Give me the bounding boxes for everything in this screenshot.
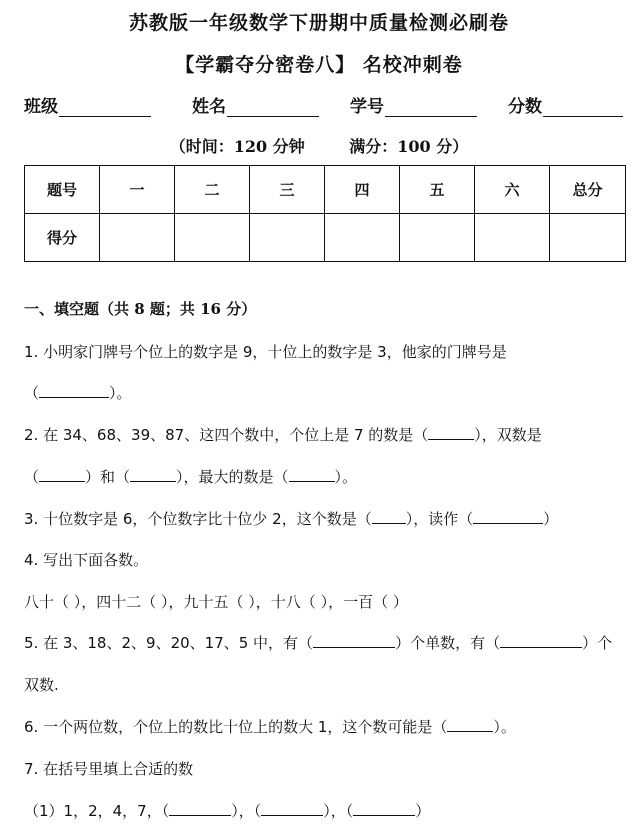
name-field[interactable] bbox=[192, 92, 319, 117]
id-blank[interactable] bbox=[385, 98, 477, 117]
q5-answer-blank-2[interactable] bbox=[500, 633, 582, 648]
paren-close: ）。 bbox=[109, 384, 132, 402]
score-header-cell: 六 bbox=[475, 166, 550, 214]
q3-text-2: ），读作（ bbox=[405, 510, 474, 528]
id-label: 学号 bbox=[350, 97, 384, 117]
question-4: 4. 写出下面各数。 bbox=[24, 551, 149, 569]
q3-answer-blank-1[interactable] bbox=[372, 509, 406, 524]
q5-answer-blank-1[interactable] bbox=[313, 633, 395, 648]
score-header-cell: 二 bbox=[175, 166, 250, 214]
score-header-cell: 三 bbox=[250, 166, 325, 214]
question-5-line-2: 双数. bbox=[24, 676, 59, 694]
q6-text-1: 6. 一个两位数，个位上的数比十位上的数大 1，这个数可能是（ bbox=[24, 718, 448, 736]
score-table-header-row bbox=[25, 166, 626, 214]
score-header-cell: 题号 bbox=[25, 166, 100, 214]
score-cell[interactable] bbox=[100, 214, 175, 262]
q2-answer-blank-1[interactable] bbox=[428, 425, 474, 440]
q2-text-4: ）和（ bbox=[85, 468, 131, 486]
class-label: 班级 bbox=[24, 97, 58, 117]
q7-text-3: ），（ bbox=[323, 802, 354, 820]
question-7: 7. 在括号里填上合适的数 bbox=[24, 760, 194, 778]
q2-text-3: （ bbox=[24, 468, 40, 486]
question-5-line-1 bbox=[24, 632, 612, 653]
q7-text-2: ），（ bbox=[231, 802, 262, 820]
q2-text-2: ），双数是 bbox=[474, 426, 542, 444]
q7-answer-blank-3[interactable] bbox=[353, 801, 415, 816]
score-header-cell: 五 bbox=[400, 166, 475, 214]
question-2-line-2 bbox=[24, 466, 357, 487]
q2-answer-blank-3[interactable] bbox=[130, 467, 176, 482]
q2-answer-blank-2[interactable] bbox=[39, 467, 85, 482]
q7-text-1: （1）1，2，4，7，（ bbox=[24, 802, 170, 820]
q3-answer-blank-2[interactable] bbox=[473, 509, 543, 524]
exam-title: 苏教版一年级数学下册期中质量检测必刷卷 bbox=[128, 12, 509, 34]
score-table bbox=[24, 165, 626, 262]
q2-answer-blank-4[interactable] bbox=[289, 467, 335, 482]
q6-answer-blank[interactable] bbox=[447, 717, 493, 732]
q2-text-6: ）。 bbox=[334, 468, 358, 486]
score-header-cell: 一 bbox=[100, 166, 175, 214]
class-blank[interactable] bbox=[59, 98, 151, 117]
q3-text-1: 3. 十位数字是 6，个位数字比十位少 2，这个数是（ bbox=[24, 510, 372, 528]
score-blank[interactable] bbox=[543, 98, 623, 117]
exam-full-score: 满分：100 分） bbox=[349, 137, 469, 156]
question-1-line-1: 1. 小明家门牌号个位上的数字是 9，十位上的数字是 3，他家的门牌号是 bbox=[24, 343, 507, 361]
score-cell[interactable] bbox=[550, 214, 626, 262]
score-cell[interactable] bbox=[475, 214, 550, 262]
section-1-heading: 一、填空题（共 8 题；共 16 分） bbox=[24, 300, 257, 318]
name-label: 姓名 bbox=[192, 97, 226, 117]
class-field[interactable] bbox=[24, 92, 151, 117]
question-4-items: 八十（ ），四十二（ ），九十五（ ），十八（ ），一百（ ） bbox=[24, 593, 408, 611]
q7-answer-blank-2[interactable] bbox=[261, 801, 323, 816]
question-1-line-2 bbox=[24, 382, 132, 403]
q2-text-5: ），最大的数是（ bbox=[176, 468, 289, 486]
id-field[interactable] bbox=[350, 92, 477, 117]
q3-text-3: ） bbox=[543, 510, 559, 528]
exam-meta bbox=[0, 134, 638, 157]
paren-open: （ bbox=[24, 384, 40, 402]
question-3 bbox=[24, 508, 558, 529]
student-info-row bbox=[24, 92, 624, 116]
score-field[interactable] bbox=[508, 92, 623, 117]
q7-text-4: ） bbox=[415, 802, 431, 820]
score-cell[interactable] bbox=[175, 214, 250, 262]
exam-time: （时间：120 分钟 bbox=[169, 137, 305, 156]
q1-answer-blank[interactable] bbox=[39, 383, 109, 398]
score-header-cell: 四 bbox=[325, 166, 400, 214]
score-cell[interactable] bbox=[250, 214, 325, 262]
question-6 bbox=[24, 716, 516, 737]
score-row-label: 得分 bbox=[25, 214, 100, 262]
score-cell[interactable] bbox=[325, 214, 400, 262]
score-cell[interactable] bbox=[400, 214, 475, 262]
q5-text-1: 5. 在 3、18、2、9、20、17、5 中，有（ bbox=[24, 634, 314, 652]
q5-text-3: ）个 bbox=[582, 634, 613, 652]
q7-answer-blank-1[interactable] bbox=[169, 801, 231, 816]
score-table-score-row bbox=[25, 214, 626, 262]
q5-text-2: ）个单数，有（ bbox=[395, 634, 501, 652]
exam-subtitle: 【学霸夺分密卷八】 名校冲刺卷 bbox=[175, 54, 463, 76]
q2-text-1: 2. 在 34、68、39、87、这四个数中，个位上是 7 的数是（ bbox=[24, 426, 429, 444]
question-2-line-1 bbox=[24, 424, 542, 445]
q6-text-2: ）。 bbox=[493, 718, 516, 736]
score-label: 分数 bbox=[508, 97, 542, 117]
question-7-part-1 bbox=[24, 800, 430, 821]
score-header-cell: 总分 bbox=[550, 166, 626, 214]
name-blank[interactable] bbox=[227, 98, 319, 117]
